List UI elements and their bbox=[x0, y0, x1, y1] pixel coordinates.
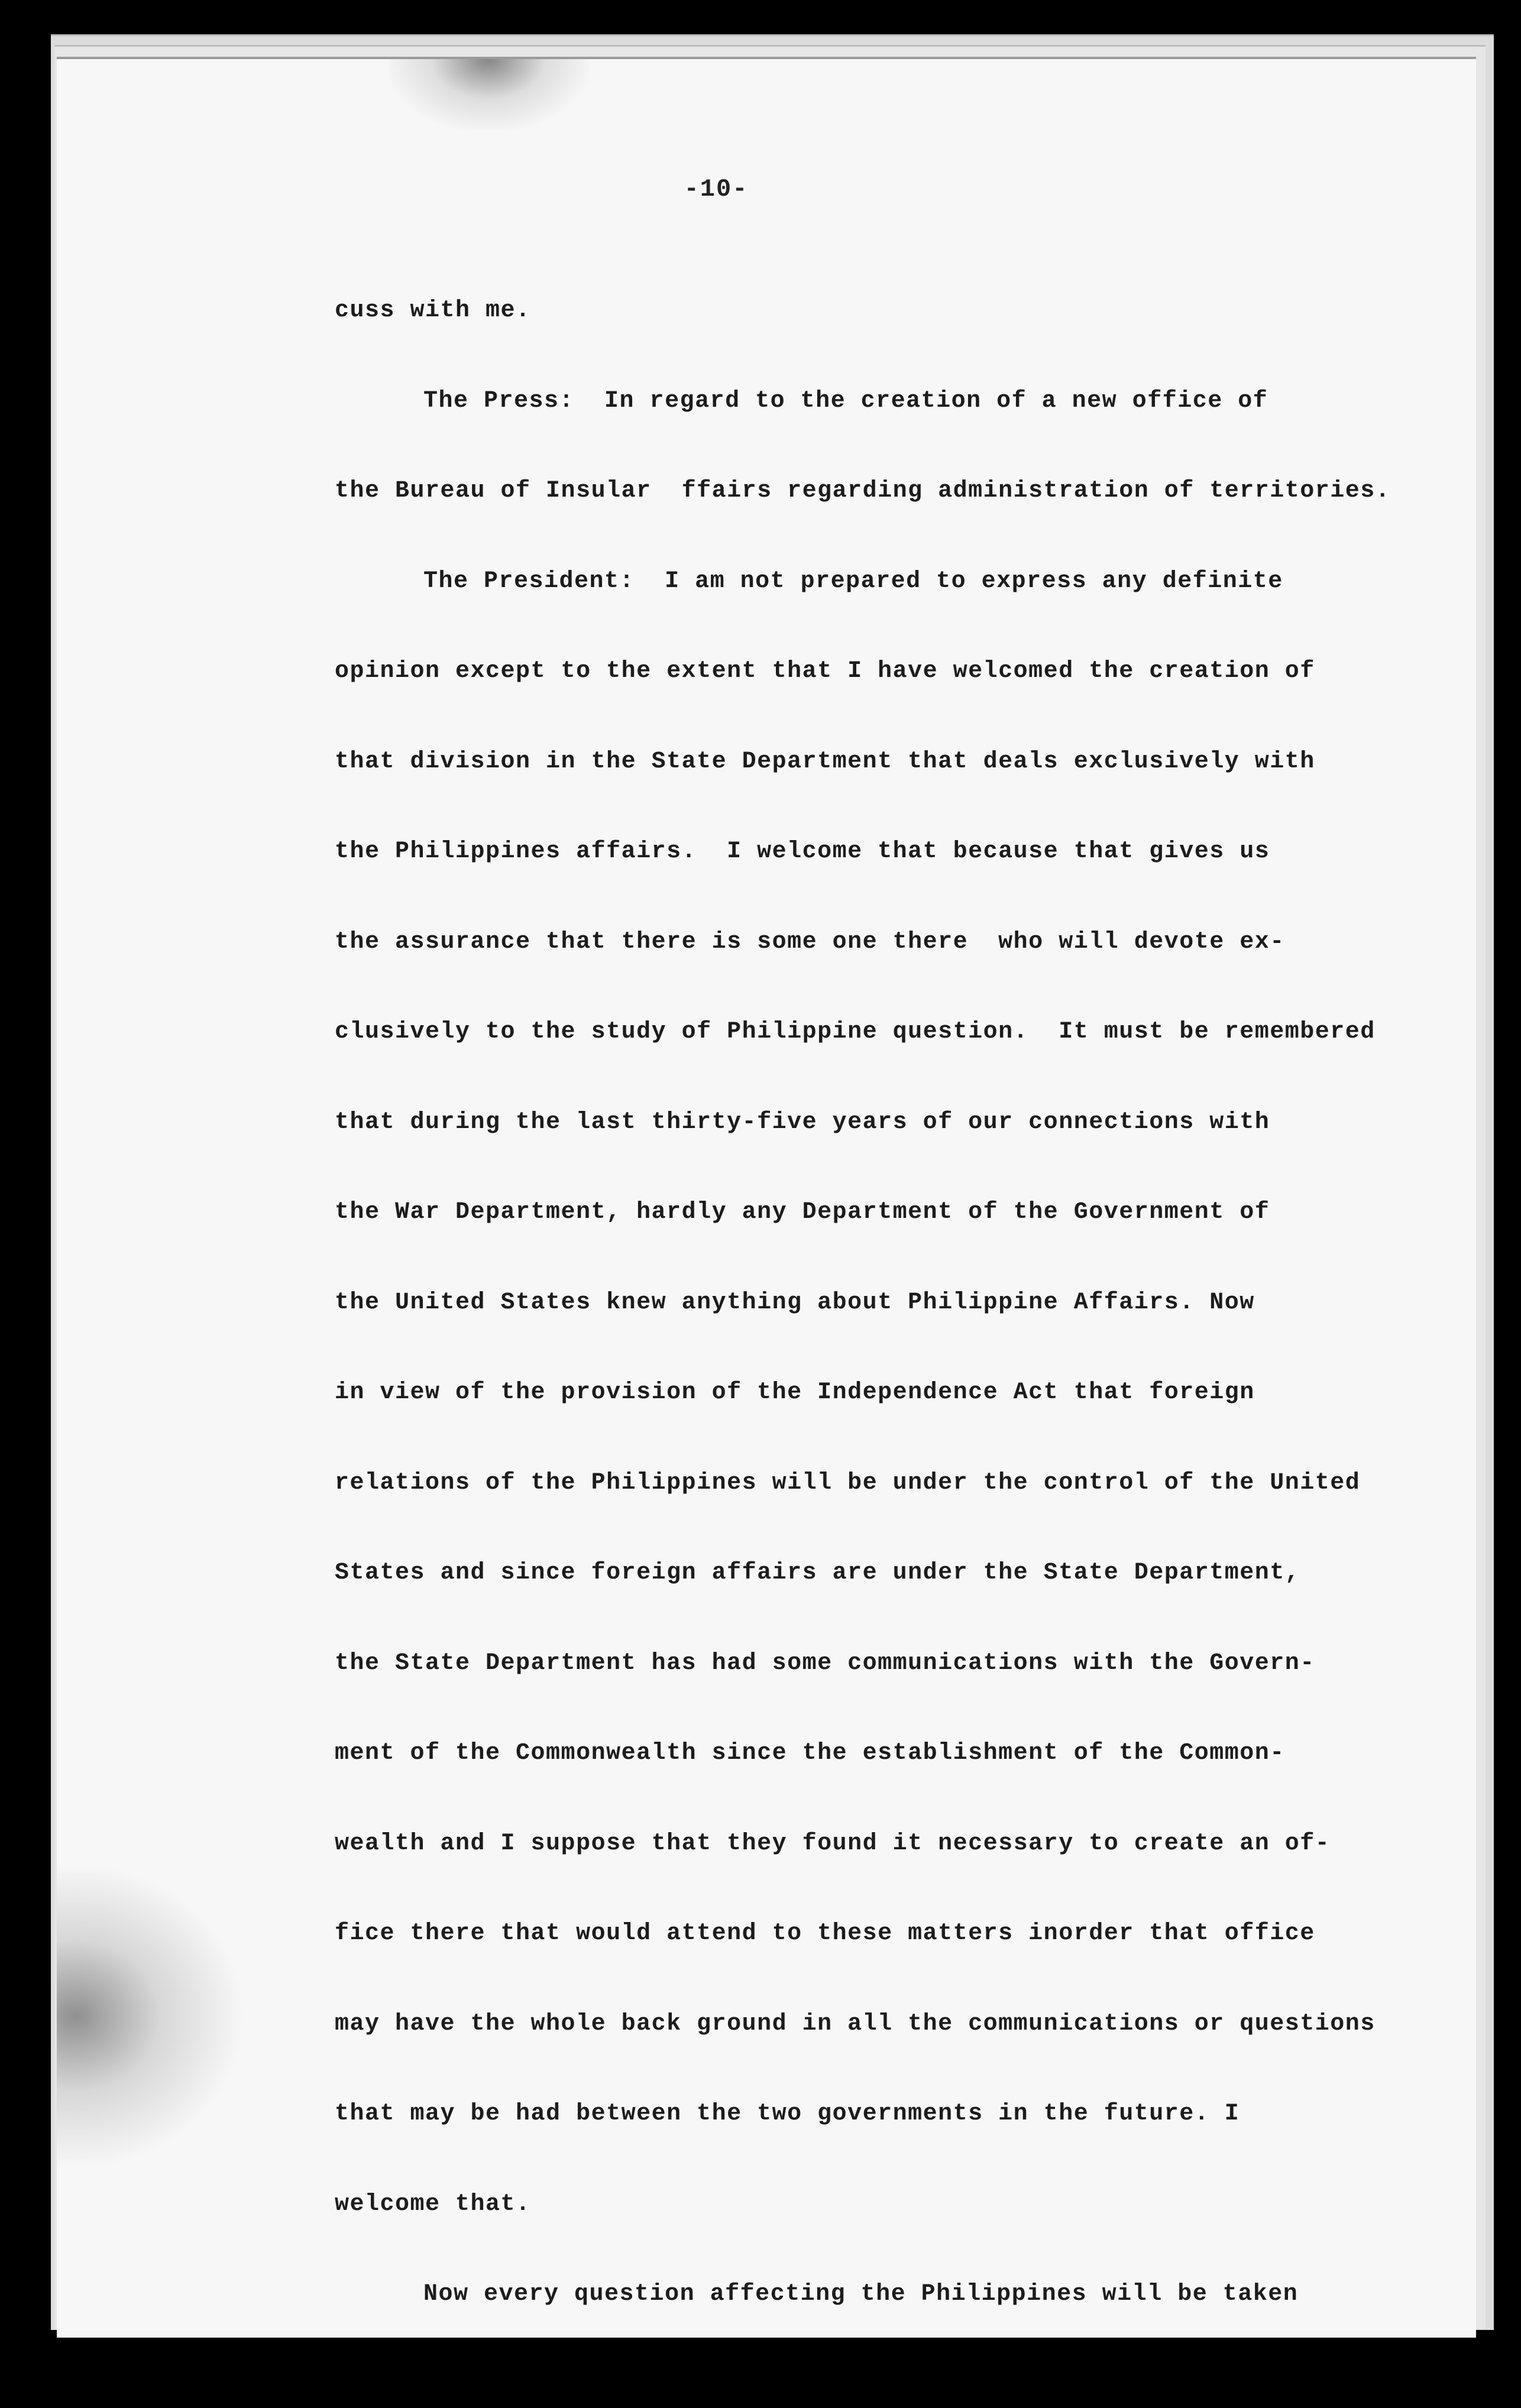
text-line: the War Department, hardly any Department of the Government of bbox=[335, 1199, 1270, 1226]
scan-smudge bbox=[388, 59, 589, 130]
text-line: that division in the State Department that deals exclusively with bbox=[335, 748, 1315, 775]
document-page bbox=[57, 57, 1476, 2338]
text-line: States and since foreign affairs are under the State Department, bbox=[335, 1560, 1300, 1586]
page-number: -10- bbox=[684, 175, 749, 203]
text-line: in view of the provision of the Independence Act that foreign bbox=[335, 1379, 1255, 1406]
text-line: The Press: In regard to the creation of a new office of bbox=[423, 387, 1268, 414]
text-line: that may be had between the two governments in the future. I bbox=[335, 2101, 1240, 2127]
text-line: welcome that. bbox=[335, 2190, 531, 2218]
text-line: the Philippines affairs. I welcome that because that gives us bbox=[335, 838, 1270, 865]
text-line: Now every question affecting the Philippines will be taken bbox=[423, 2281, 1299, 2307]
text-line: the assurance that there is some one there who will devote ex- bbox=[335, 928, 1285, 955]
text-line: that during the last thirty-five years of our connections with bbox=[335, 1109, 1270, 1136]
text-line: the Bureau of Insular ffairs regarding administration of territories. bbox=[335, 478, 1391, 504]
text-line: cuss with me. bbox=[335, 297, 531, 324]
text-line: the United States knew anything about Philippine Affairs. Now bbox=[335, 1289, 1255, 1316]
text-line: may have the whole back ground in all the communications or questions bbox=[335, 2010, 1376, 2037]
scan-smudge bbox=[57, 1862, 246, 2170]
text-line: wealth and I suppose that they found it necessary to create an of- bbox=[335, 1830, 1331, 1857]
text-line: clusively to the study of Philippine question. It must be remembered bbox=[335, 1019, 1376, 1045]
text-line: ment of the Commonwealth since the establishment of the Common- bbox=[335, 1740, 1285, 1767]
text-line: The President: I am not prepared to express any definite bbox=[423, 568, 1283, 595]
text-line: fice there that would attend to these matters inorder that office bbox=[335, 1920, 1315, 1947]
text-line: opinion except to the extent that I have welcomed the creation of bbox=[335, 658, 1315, 685]
transcript-body bbox=[335, 266, 1470, 2340]
text-line: the State Department has had some communications with the Govern- bbox=[335, 1649, 1315, 1677]
text-line: relations of the Philippines will be under the control of the United bbox=[335, 1469, 1361, 1496]
